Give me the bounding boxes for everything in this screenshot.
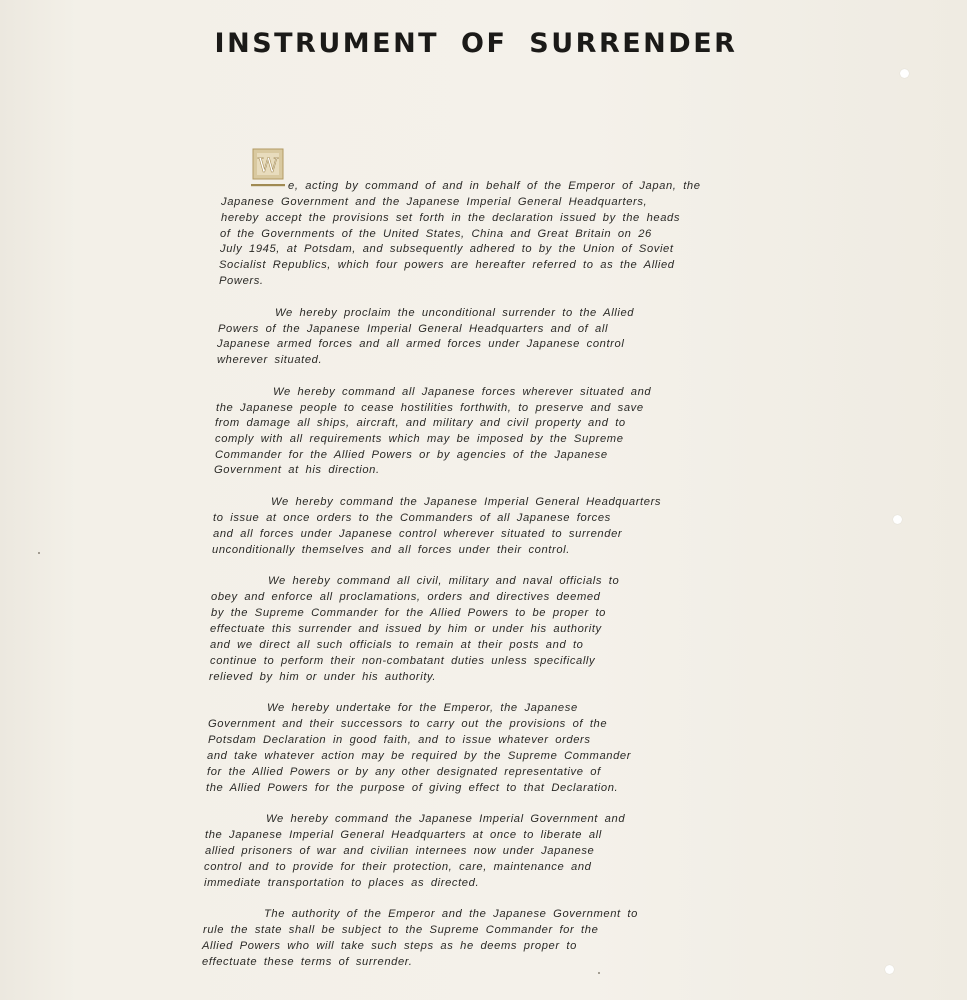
paragraph-6-line-6: the Allied Powers for the purpose of giving effect to that Declaration. bbox=[206, 782, 619, 794]
paragraph-1-line-7: Powers. bbox=[219, 275, 264, 287]
paragraph-8-line-3: Allied Powers who will take such steps as he deems proper to bbox=[202, 940, 577, 952]
paper-speck bbox=[38, 552, 40, 554]
illuminated-initial bbox=[251, 146, 285, 188]
initial-letter: W bbox=[257, 153, 279, 177]
paragraph-3-line-3: from damage all ships, aircraft, and military and civil property and to bbox=[215, 417, 626, 429]
paragraph-1-line-6: Socialist Republics, which four powers are hereafter referred to as the Allied bbox=[219, 259, 675, 271]
paragraph-2-line-2: Powers of the Japanese Imperial General Headquarters and of all bbox=[218, 323, 609, 335]
paragraph-1-line-5: July 1945, at Potsdam, and subsequently adhered to by the Union of Soviet bbox=[220, 243, 674, 255]
paragraph-1-line-2: Japanese Government and the Japanese Imperial General Headquarters, bbox=[221, 196, 648, 208]
paragraph-8-line-4: effectuate these terms of surrender. bbox=[202, 956, 413, 968]
paragraph-4-line-3: and all forces under Japanese control wherever situated to surrender bbox=[213, 528, 623, 540]
paragraph-6-line-2: Government and their successors to carry out the provisions of the bbox=[208, 718, 608, 730]
paragraph-4-line-1: We hereby command the Japanese Imperial General Headquarters bbox=[271, 496, 662, 508]
paragraph-2-line-1: We hereby proclaim the unconditional surrender to the Allied bbox=[275, 307, 635, 319]
initial-letter-w-icon bbox=[251, 146, 285, 188]
paragraph-6-line-1: We hereby undertake for the Emperor, the Japanese bbox=[267, 702, 578, 714]
paragraph-6-line-4: and take whatever action may be required by the Supreme Commander bbox=[207, 750, 632, 762]
document-title: INSTRUMENT OF SURRENDER bbox=[214, 28, 738, 59]
paragraph-6-line-5: for the Allied Powers or by any other designated representative of bbox=[207, 766, 601, 778]
paragraph-5-line-2: obey and enforce all proclamations, orders and directives deemed bbox=[211, 591, 601, 603]
paragraph-2-line-3: Japanese armed forces and all armed forces under Japanese control bbox=[217, 338, 625, 350]
paragraph-6-line-3: Potsdam Declaration in good faith, and to issue whatever orders bbox=[208, 734, 591, 746]
paper-speck bbox=[598, 972, 600, 974]
paragraph-3-line-6: Government at his direction. bbox=[214, 464, 380, 476]
paragraph-1-line-1: e, acting by command of and in behalf of the Emperor of Japan, the bbox=[288, 180, 701, 192]
paragraph-5-line-4: effectuate this surrender and issued by him or under his authority bbox=[210, 623, 602, 635]
paragraph-5-line-6: continue to perform their non-combatant duties unless specifically bbox=[210, 655, 596, 667]
paragraph-8-line-1: The authority of the Emperor and the Japanese Government to bbox=[264, 908, 638, 920]
paragraph-2-line-4: wherever situated. bbox=[217, 354, 323, 366]
paragraph-5-line-1: We hereby command all civil, military and naval officials to bbox=[268, 575, 620, 587]
binder-hole-middle bbox=[893, 515, 902, 524]
paragraph-7-line-4: control and to provide for their protection, care, maintenance and bbox=[204, 861, 592, 873]
binder-hole-top bbox=[900, 69, 909, 78]
paragraph-5-line-5: and we direct all such officials to remain at their posts and to bbox=[210, 639, 584, 651]
paragraph-4-line-2: to issue at once orders to the Commanders of all Japanese forces bbox=[213, 512, 611, 524]
paragraph-7-line-2: the Japanese Imperial General Headquarters at once to liberate all bbox=[205, 829, 602, 841]
paragraph-3-line-2: the Japanese people to cease hostilities forthwith, to preserve and save bbox=[216, 402, 644, 414]
paragraph-3-line-1: We hereby command all Japanese forces wherever situated and bbox=[273, 386, 652, 398]
paragraph-3-line-5: Commander for the Allied Powers or by agencies of the Japanese bbox=[215, 449, 608, 461]
paragraph-7-line-5: immediate transportation to places as directed. bbox=[204, 877, 480, 889]
paragraph-1-line-3: hereby accept the provisions set forth in the declaration issued by the heads bbox=[221, 212, 681, 224]
paragraph-7-line-1: We hereby command the Japanese Imperial Government and bbox=[266, 813, 626, 825]
paragraph-1-line-4: of the Governments of the United States, China and Great Britain on 26 bbox=[220, 228, 652, 240]
paragraph-4-line-4: unconditionally themselves and all forces under their control. bbox=[212, 544, 570, 556]
paragraph-8-line-2: rule the state shall be subject to the Supreme Commander for the bbox=[203, 924, 599, 936]
paragraph-5-line-7: relieved by him or under his authority. bbox=[209, 671, 437, 683]
paragraph-3-line-4: comply with all requirements which may be imposed by the Supreme bbox=[215, 433, 624, 445]
paragraph-5-line-3: by the Supreme Commander for the Allied Powers to be proper to bbox=[211, 607, 607, 619]
binder-hole-bottom bbox=[885, 965, 894, 974]
paragraph-7-line-3: allied prisoners of war and civilian internees now under Japanese bbox=[205, 845, 595, 857]
